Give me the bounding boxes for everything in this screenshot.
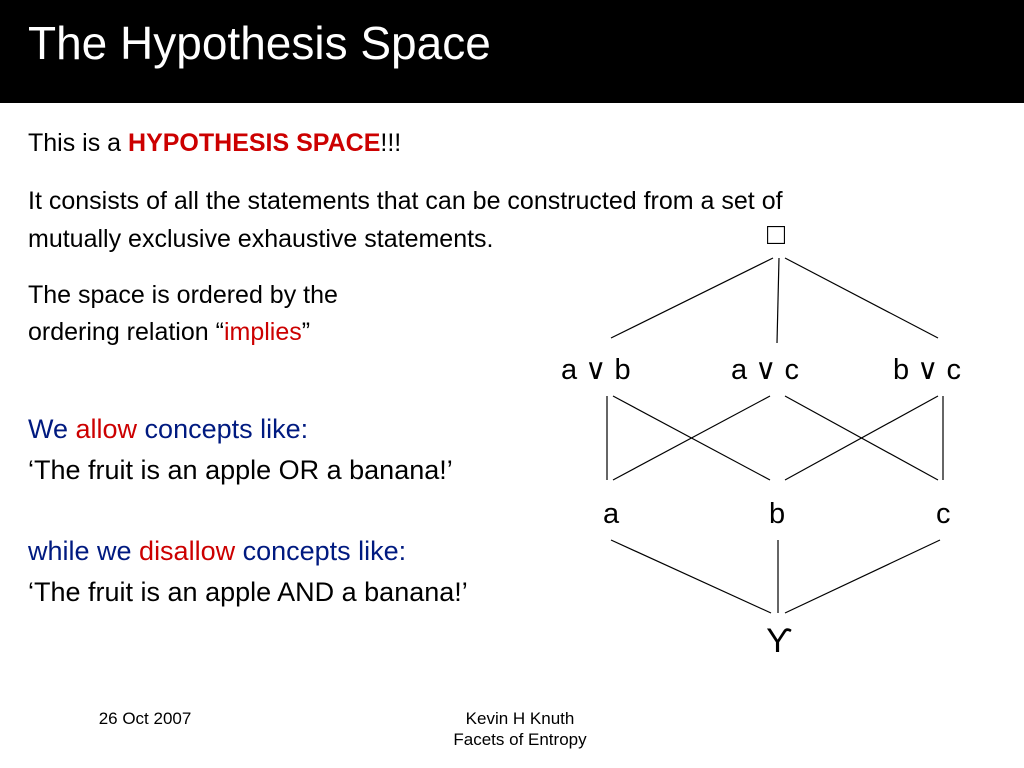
disallow-emphasis: disallow [139,536,236,566]
disallow-post: concepts like: [235,536,407,566]
closing-quote: ” [301,318,311,346]
node-b: b [769,498,786,530]
definition-line-1: It consists of all the statements that can be constructed from a set of [28,187,783,215]
edge-top-bc [785,258,938,338]
disallow-example: ‘The fruit is an apple AND a banana!’ [28,577,468,607]
slide-title: The Hypothesis Space [28,17,491,69]
definition-line-2: mutually exclusive exhaustive statements. [28,225,494,253]
footer-credit [420,708,620,750]
intro-text: This is a [28,129,129,157]
edge-c-bottom [785,540,940,613]
top-element-symbol: □ [767,218,786,251]
edge-a-bottom [611,540,771,613]
footer-talk-title: Facets of Entropy [453,730,587,749]
allow-emphasis: allow [75,414,138,444]
bottom-element-symbol: ϒ [766,622,793,660]
allow-pre: We [28,414,76,444]
node-c: c [936,498,951,530]
ordering-text: ordering relation “ [28,318,224,346]
footer-date: 26 Oct 2007 [98,709,192,728]
intro-exclamation: !!! [380,129,402,157]
footer-author: Kevin H Knuth [465,709,575,728]
edge-top-ab [611,258,773,338]
edge-top-ac [777,258,779,343]
hypothesis-space-emphasis: HYPOTHESIS SPACE [128,129,381,157]
disallow-pre: while we [28,536,140,566]
node-b-or-c: b ∨ c [893,354,961,386]
node-a: a [603,498,620,530]
node-a-or-c: a ∨ c [731,354,799,386]
implies-emphasis: implies [223,318,302,346]
allow-post: concepts like: [137,414,309,444]
allow-example: ‘The fruit is an apple OR a banana!’ [28,455,453,485]
ordering-line-1: The space is ordered by the [28,281,338,309]
node-a-or-b: a ∨ b [561,354,631,386]
